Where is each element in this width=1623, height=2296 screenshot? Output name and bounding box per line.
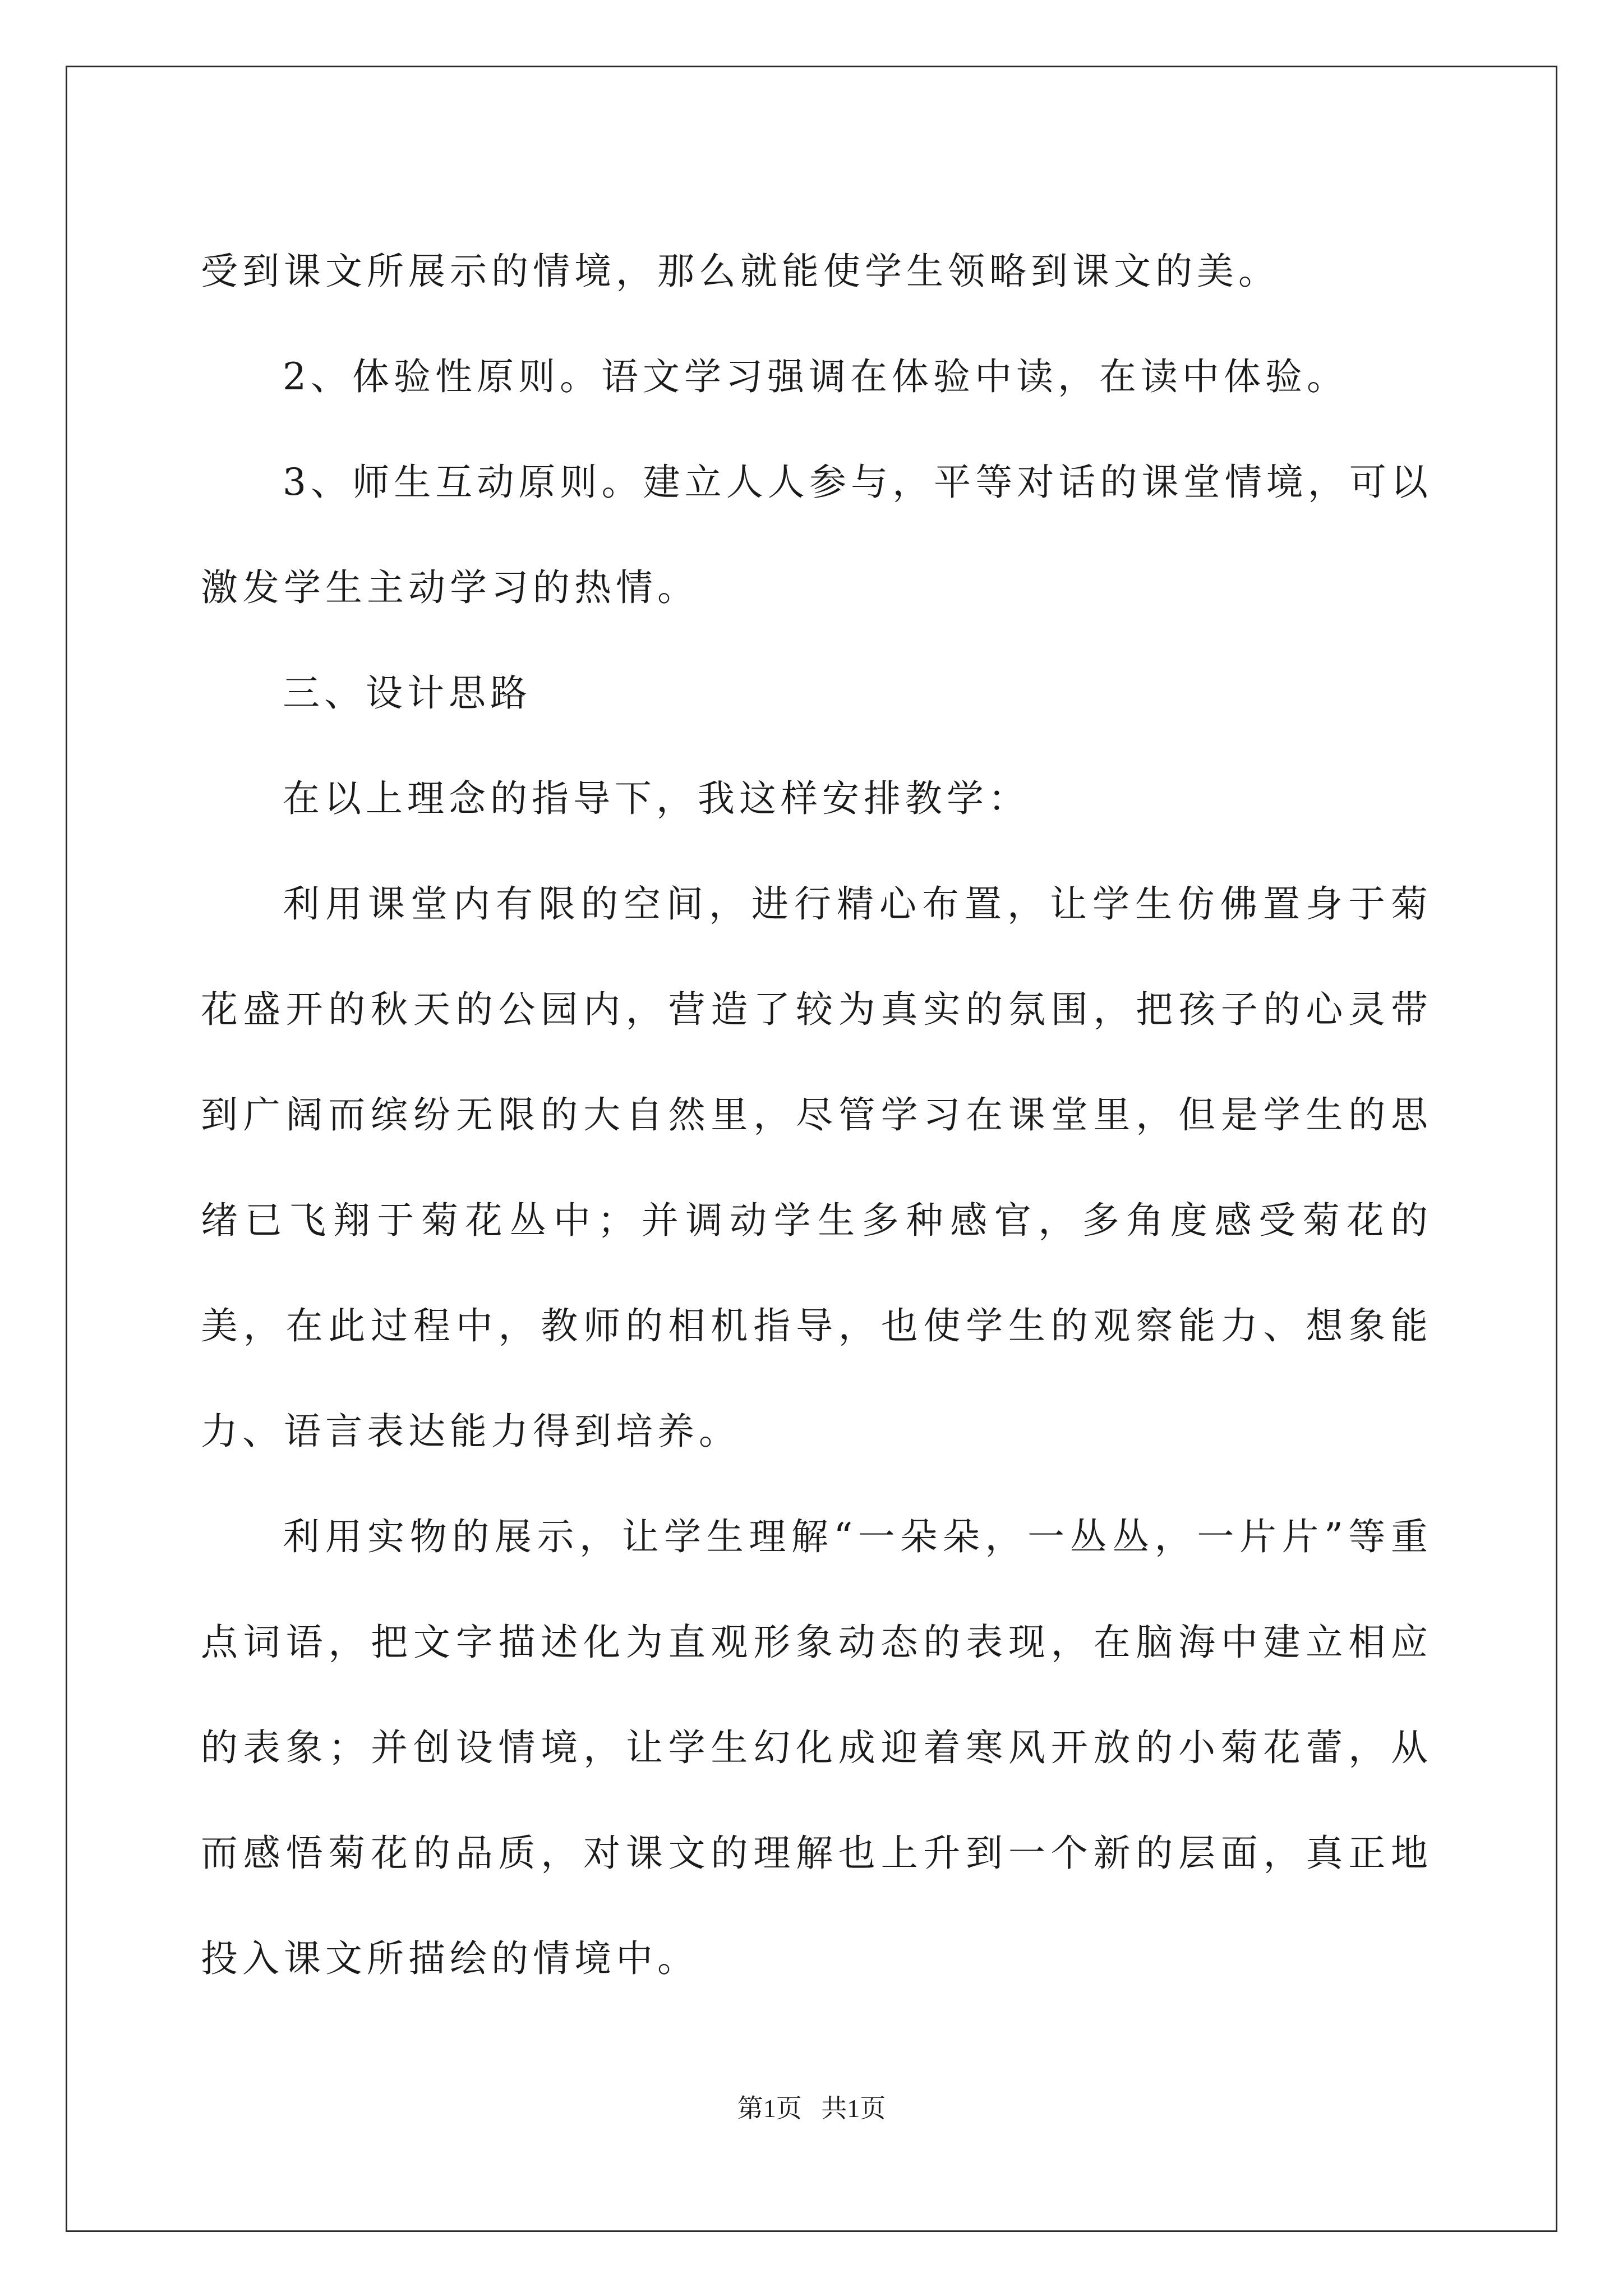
paragraph-7: 利用实物的展示，让学生理解“一朵朵，一丛丛，一片片”等重点词语，把文字描述化为直观形象动态的表现，在脑海中建立相应的表象；并创设情境，让学生幻化成迎着寒风开放的小菊花蕾，从而感悟菊花的品质，对课文的理解也上升到一个新的层面，真正地投入课文所描绘的情境中。 bbox=[201, 1515, 1432, 1980]
document-body bbox=[201, 219, 1432, 2012]
page-number: 第1页 共1页 bbox=[737, 2094, 886, 2123]
paragraph-2: 2、体验性原则。语文学习强调在体验中读，在读中体验。 bbox=[283, 355, 1348, 398]
paragraph-5: 在以上理念的指导下，我这样安排教学： bbox=[283, 777, 1030, 820]
paragraph-3: 3、师生互动原则。建立人人参与，平等对话的课堂情境，可以激发学生主动学习的热情。 bbox=[201, 461, 1432, 609]
paragraph-6: 利用课堂内有限的空间，进行精心布置，让学生仿佛置身于菊花盛开的秋天的公园内，营造了较为真实的氛围，把孩子的心灵带到广阔而缤纷无限的大自然里，尽管学习在课堂里，但是学生的思绪已飞翔于菊花丛中；并调动学生多种感官，多角度感受菊花的美，在此过程中，教师的相机指导，也使学生的观察能力、想象能力、语言表达能力得到培养。 bbox=[201, 882, 1432, 1453]
paragraph-1: 受到课文所展示的情境，那么就能使学生领略到课文的美。 bbox=[201, 250, 1280, 293]
section-heading: 三、设计思路 bbox=[283, 671, 532, 715]
